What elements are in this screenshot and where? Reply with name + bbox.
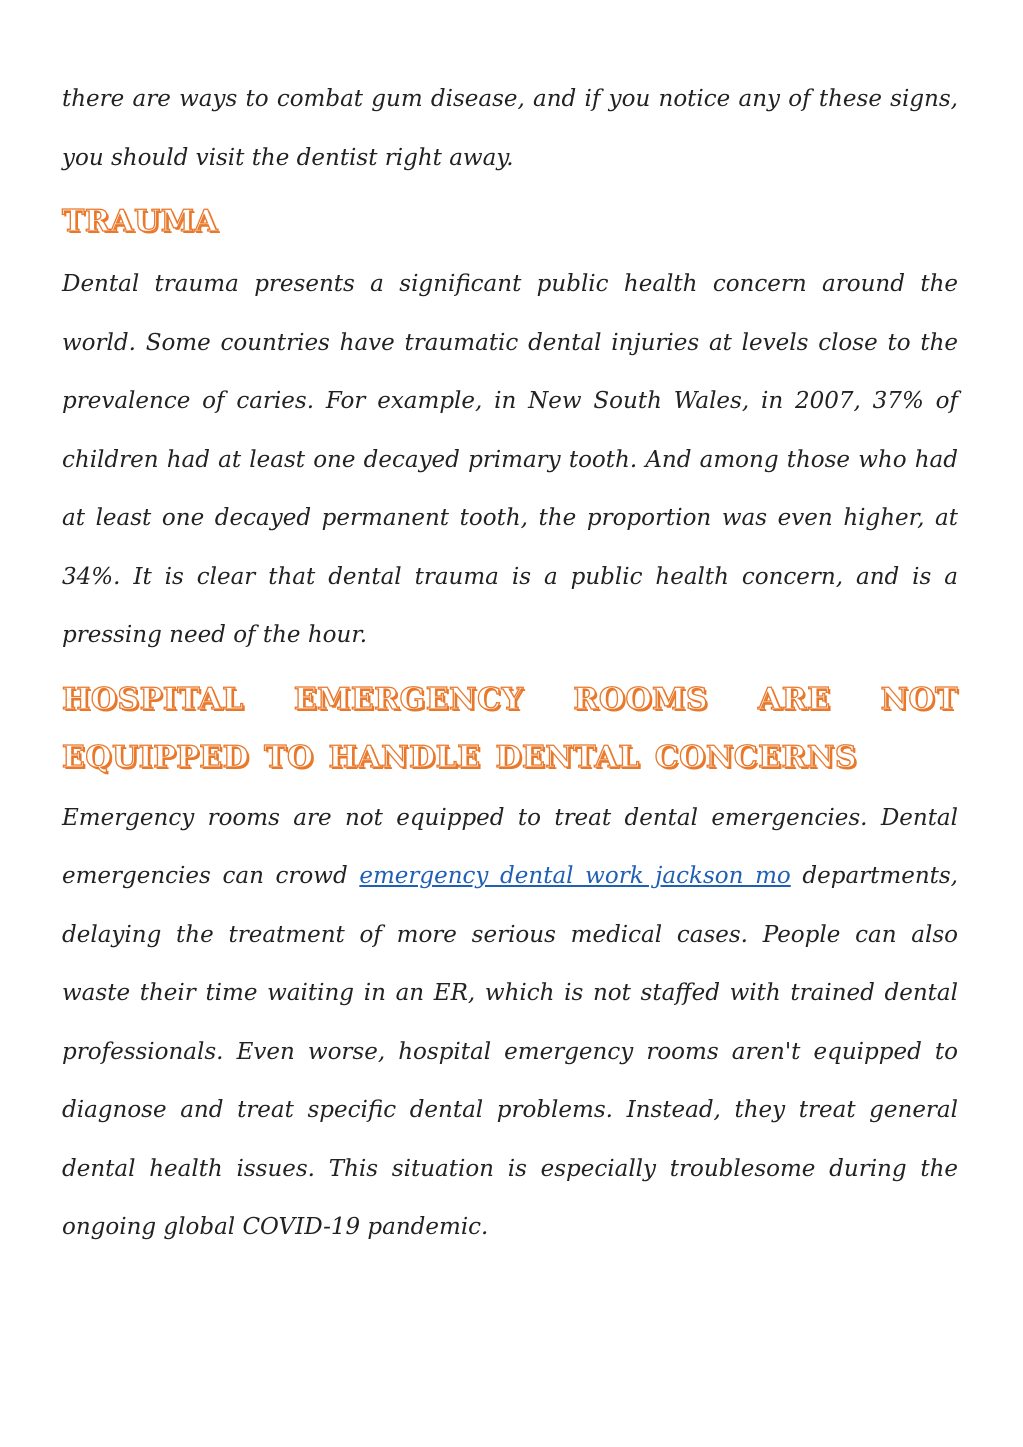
trauma-paragraph: Dental trauma presents a significant public health concern around the world. Some countries have traumatic dental injuries at levels close to the prevalence of caries. For example, in New South Wales, in 2007, 37% of children had at least one decayed primary tooth. And among those who had at least one decayed permanent tooth, the proportion was even higher, at 34%. It is clear that dental trauma is a public health concern, and is a pressing need of the hour. bbox=[62, 271, 958, 648]
intro-paragraph: there are ways to combat gum disease, and if you notice any of these signs, you should visit the dentist right away. bbox=[62, 86, 958, 171]
trauma-heading: TRAUMA bbox=[62, 204, 219, 239]
document-page bbox=[62, 70, 958, 1257]
hospital-paragraph bbox=[62, 789, 958, 1257]
emergency-dental-link[interactable]: emergency dental work jackson mo bbox=[359, 863, 791, 889]
hospital-paragraph-start: Emergency rooms are not equipped to treat dental emergencies. Dental emergencies can crowd bbox=[62, 804, 958, 889]
hospital-paragraph-end: departments, delaying the treatment of more serious medical cases. People can also waste their time waiting in an ER, which is not staffed with trained dental professionals. Even worse, hospital emergency rooms aren't equipped to diagnose and treat specific dental problems. Instead, they treat general dental health issues. This situation is especially troublesome during the ongoing global COVID-19 pandemic. bbox=[62, 863, 958, 1240]
hospital-heading: HOSPITAL EMERGENCY ROOMS ARE NOT EQUIPPED TO HANDLE DENTAL CONCERNS bbox=[62, 681, 958, 775]
